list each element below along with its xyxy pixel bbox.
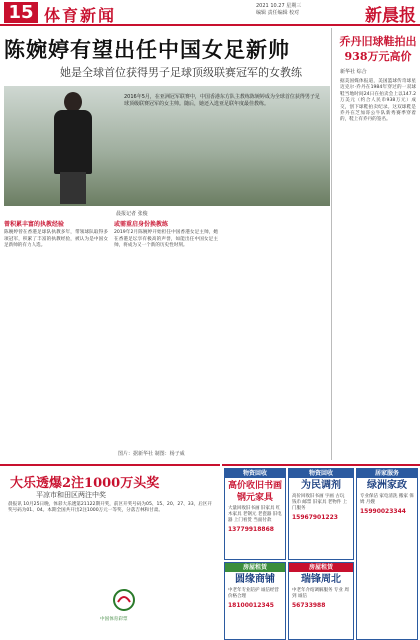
sidebar-author: 新华社 综合 [340,69,367,75]
issue-date: 2021 10.27 星期三 [256,3,302,9]
ad-phone: 15990023344 [360,508,406,515]
ad-text: 中老年介绍调解服务 专业 周到 诚信 [292,588,349,599]
sidebar-article [336,28,420,460]
lottery-text: 晨报讯 10月25日晚，体彩大乐透第21122期开奖，前区开奖号码为05、15、20、27、33，后区开奖号码为01、04。本期全国共开出2注1000万元一等奖，分落吉林和甘肃。 [8,502,212,514]
ad-title: 高价收旧书画钢元家具 [227,481,282,503]
ad-recycling-2 [288,468,354,560]
logo-main: 新晨报 [365,6,416,26]
ad-header: 物资回收 [289,469,353,478]
ad-header: 房屋租赁 [225,563,285,572]
issue-meta [256,3,356,17]
ad-text: 高价回收旧书画 字画 古玩 钱币 邮票 旧家具 老物件 上门服务 [292,494,348,511]
article-subhead: 她是全球首位获得男子足球顶级联赛冠军的女教练 [60,66,302,79]
main-article [0,28,332,460]
ad-phone: 56733988 [292,602,326,609]
article-headline: 陈婉婷有望出任中国女足新帅 [4,37,290,62]
article-photo [4,86,330,206]
article-byline: 晨报记者 张俊 [116,211,148,217]
article-column-1 [4,220,108,250]
lottery-headline: 大乐透爆2注1000万头奖 [10,476,160,491]
ad-header: 房屋租赁 [289,563,353,572]
ad-header: 居家服务 [357,469,417,478]
ad-recycling-1 [224,468,286,560]
ad-phone: 15967901223 [292,514,338,521]
section1-title: 曾积累丰富的执教经验 [4,221,65,228]
ad-text: 专业保洁 家电清洗 搬家 保姆 月嫂 [360,494,414,505]
ad-title: 绿洲家政 [367,480,407,491]
sidebar-headline: 乔丹旧球鞋拍出938万元高价 [339,35,417,63]
page-number: 15 [4,2,38,23]
lottery-logo-icon [112,588,136,612]
ad-title: 瑞锋周北 [301,574,341,585]
section-title: 体育新闻 [44,6,117,25]
section2-title: 或需重启身份换教练 [114,221,169,228]
coach-figure [50,92,96,204]
photo-credit: 图片：据新华社 制图：杨子威 [118,451,185,457]
ad-rental-1 [224,562,286,640]
ad-text: 大量回收旧书画 旧家具 红木家具 老钢元 老瓷器 旧电器 上门看货 当面付款 [228,506,282,523]
ad-phone: 13779918868 [228,526,274,533]
photo-caption: 2016年5月，在亚洲冠军联赛中，中国香港东方队主教练陈婉婷成为全球首位获得男子足球顶级联赛冠军的女主帅。随后，她还入选亚足联年度最佳教练。 [124,94,320,107]
ad-text: 中老年专业陪护 诚信经营 价格合理 [228,588,279,599]
lottery-article [0,464,220,640]
ad-phone: 18100012345 [228,602,274,609]
sidebar-text: 据美国媒体报道，美国篮球传奇球星迈克尔·乔丹在1984年穿过的一双球鞋当地时间24日在拍卖会上以147.2万美元（约合人民币938万元）成交，创下球鞋拍卖纪录。这双球鞋是乔丹在芝加哥公牛队新秀赛季穿着的，鞋上有乔丹的签名。 [340,79,416,123]
page-header [0,0,420,26]
classified-ads [222,464,420,640]
ad-title: 为民调剂 [301,480,341,491]
ad-title: 圆缘商铺 [235,574,275,585]
lottery-subhead: 平凉市和田区两注中奖 [36,491,106,499]
ad-rental-2 [288,562,354,640]
ad-services [356,468,418,640]
lottery-logo-text: 中国体育彩票 [100,617,128,622]
ad-header: 物资回收 [225,469,285,478]
section1-text: 陈婉婷曾在香港足球队执教多年，带领球队取得多项冠军，积累了丰富的执教经验，被认为是中国女足新帅的有力人选。 [4,230,108,249]
issue-editors: 编辑 责任编辑 校对 [256,10,300,16]
newspaper-logo [365,1,416,26]
article-column-2 [114,220,218,250]
section2-text: 2019年2月陈婉婷开始担任中国香港女足主帅，她在香港足坛享有极高的声誉，如能出任中国女足主帅，将成为又一个新的历史性时刻。 [114,230,218,249]
